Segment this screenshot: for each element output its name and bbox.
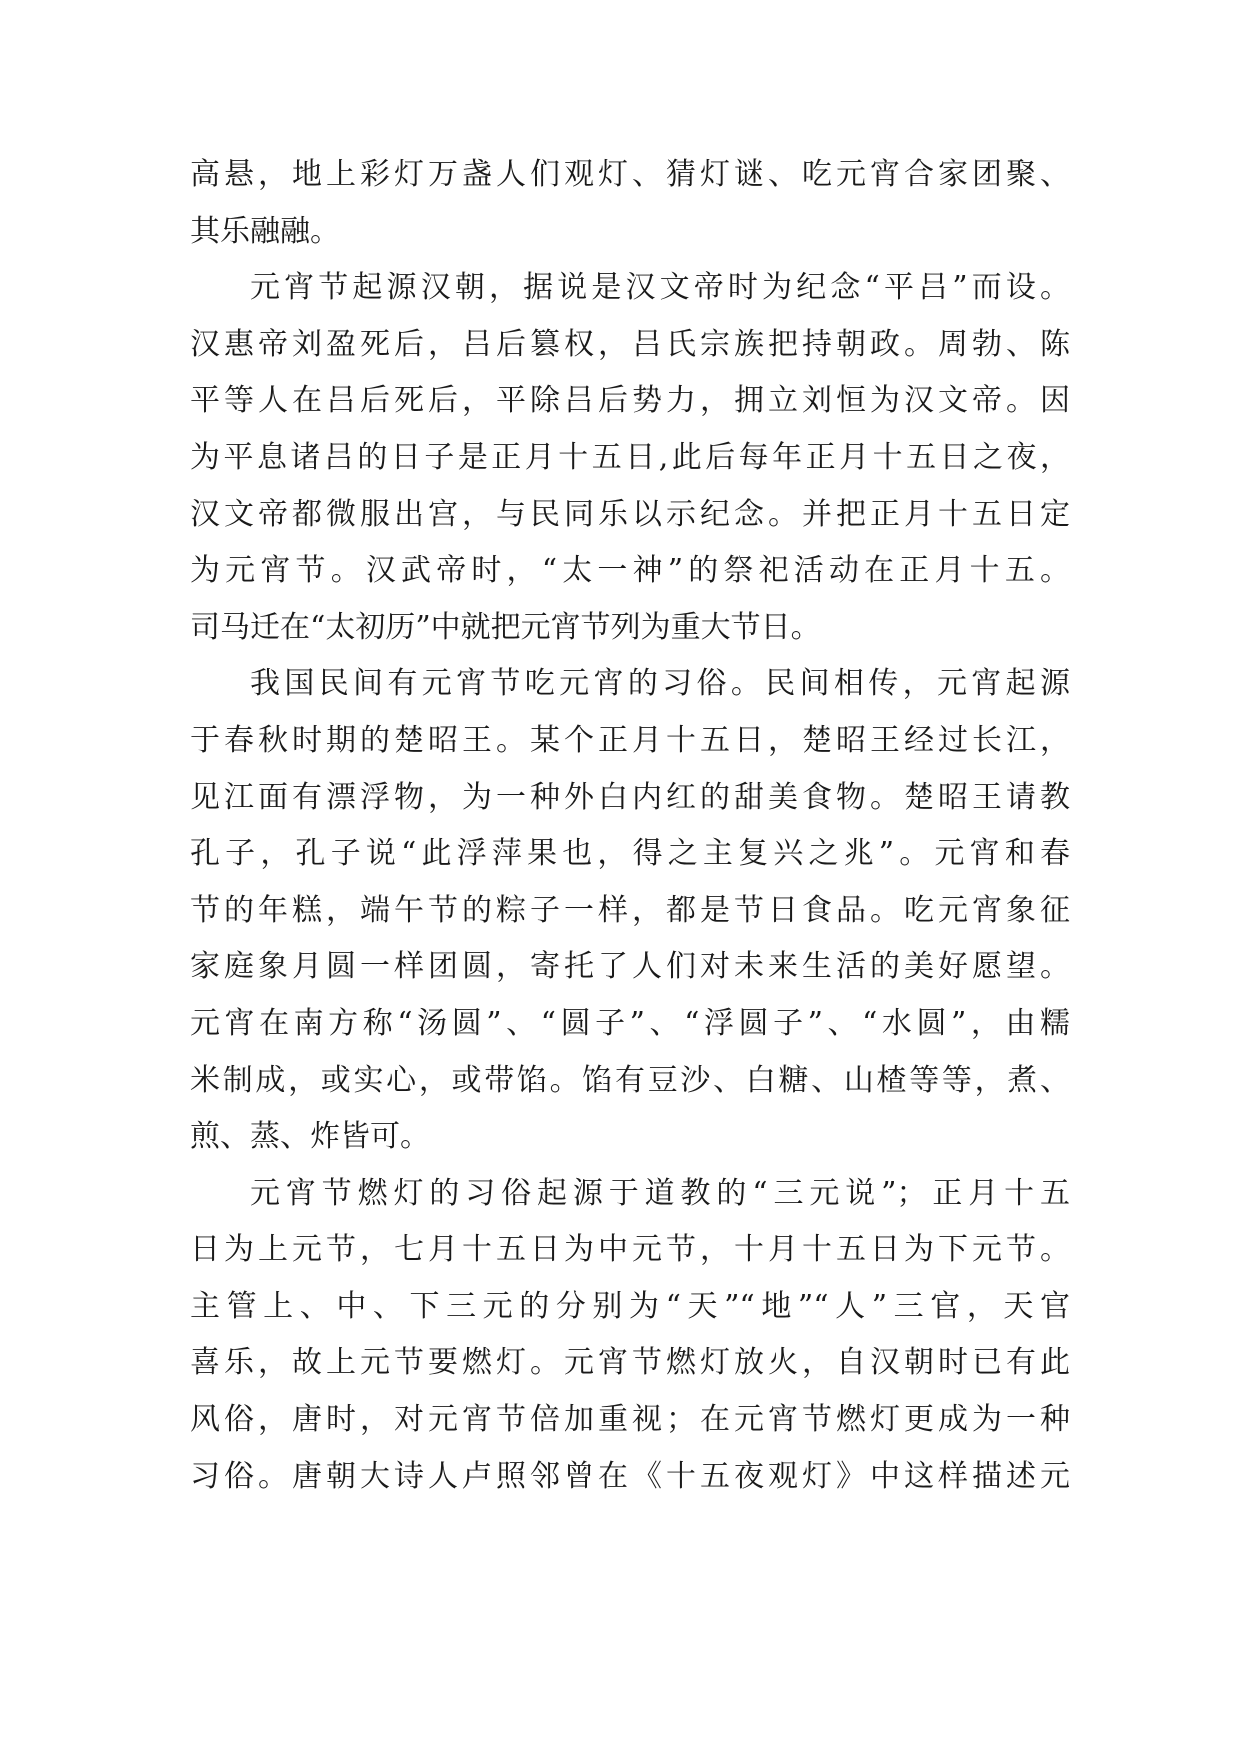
text-line: 家庭象月圆一样团圆，寄托了人们对未来生活的美好愿望。 — [190, 949, 1070, 985]
text-line: 其乐融融。 — [190, 213, 340, 249]
text-line: 风俗，唐时，对元宵节倍加重视；在元宵节燃灯更成为一种 — [190, 1402, 1070, 1438]
paragraph — [190, 147, 1070, 260]
text-line: 孔子，孔子说“此浮萍果也，得之主复兴之兆”。元宵和春 — [190, 836, 1070, 872]
paragraph — [190, 260, 1070, 656]
text-line: 汉文帝都微服出宫，与民同乐以示纪念。并把正月十五日定 — [190, 496, 1070, 532]
text-line: 节的年糕，端午节的粽子一样，都是节日食品。吃元宵象征 — [190, 892, 1070, 928]
text-line: 米制成，或实心，或带馅。馅有豆沙、白糖、山楂等等，煮、 — [190, 1062, 1070, 1098]
paragraph — [190, 656, 1070, 1165]
text-line: 习俗。唐朝大诗人卢照邻曾在《十五夜观灯》中这样描述元 — [190, 1458, 1070, 1494]
paragraph — [190, 1166, 1070, 1506]
text-line: 日为上元节，七月十五日为中元节，十月十五日为下元节。 — [190, 1232, 1070, 1268]
text-line: 主管上、中、下三元的分别为“天”“地”“人”三官，天官 — [190, 1288, 1070, 1324]
text-line: 喜乐，故上元节要燃灯。元宵节燃灯放火，自汉朝时已有此 — [190, 1345, 1070, 1381]
document-body — [190, 147, 1070, 1505]
text-line: 元宵节起源汉朝，据说是汉文帝时为纪念“平吕”而设。 — [250, 270, 1070, 306]
text-line: 我国民间有元宵节吃元宵的习俗。民间相传，元宵起源 — [250, 666, 1070, 702]
text-line: 高悬，地上彩灯万盏人们观灯、猜灯谜、吃元宵合家团聚、 — [190, 157, 1070, 192]
text-line: 汉惠帝刘盈死后，吕后篡权，吕氏宗族把持朝政。周勃、陈 — [190, 326, 1070, 362]
text-line: 见江面有漂浮物，为一种外白内红的甜美食物。楚昭王请教 — [190, 779, 1070, 815]
text-line: 为平息诸吕的日子是正月十五日,此后每年正月十五日之夜， — [190, 439, 1070, 475]
text-line: 平等人在吕后死后，平除吕后势力，拥立刘恒为汉文帝。因 — [190, 383, 1070, 419]
text-line: 为元宵节。汉武帝时，“太一神”的祭祀活动在正月十五。 — [190, 553, 1070, 589]
text-line: 煎、蒸、炸皆可。 — [190, 1119, 430, 1155]
text-line: 元宵在南方称“汤圆”、“圆子”、“浮圆子”、“水圆”，由糯 — [190, 1005, 1070, 1041]
text-line: 元宵节燃灯的习俗起源于道教的“三元说”；正月十五 — [250, 1175, 1070, 1211]
text-line: 司马迁在“太初历”中就把元宵节列为重大节日。 — [190, 609, 821, 645]
text-line: 于春秋时期的楚昭王。某个正月十五日，楚昭王经过长江， — [190, 722, 1070, 758]
